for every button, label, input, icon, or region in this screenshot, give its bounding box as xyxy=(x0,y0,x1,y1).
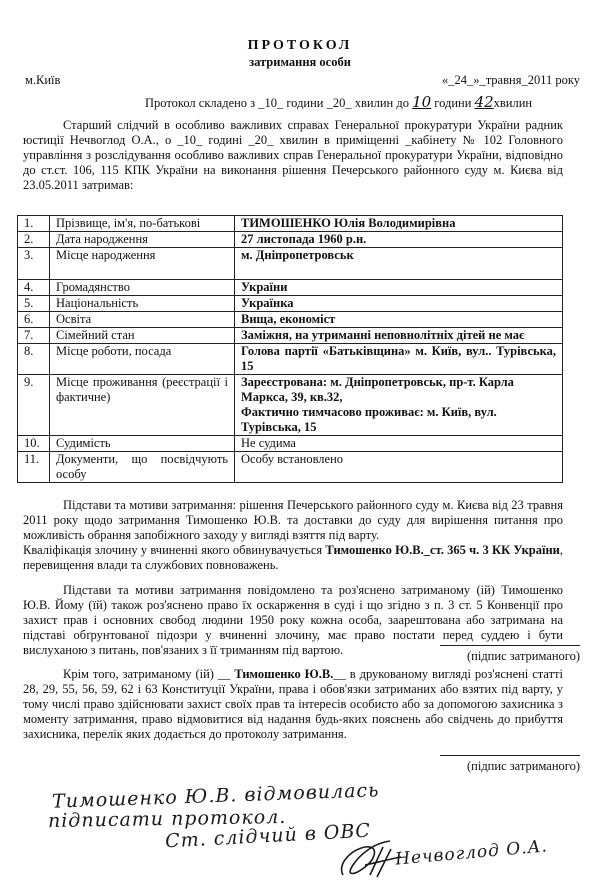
grounds-paragraph: Підстави та мотиви затримання: рішення Печерського районного суду м. Києва від 23 травня 2011 року щодо затримання Тимошенко Ю.В. та доставки до суду для вирішення питання про можливість обрання запобіжного заходу у вигляді взяття під варту. Кваліфікація злочину у вчиненні якого обвинувачується Тимошенко Ю.В._ст. 365 ч. 3 КК України, перевищення влади та службових повноважень. xyxy=(23,498,563,572)
table-row: 8. Місце роботи, посада Голова партії «Батьківщина» м. Київ, вул.. Турівська, 15 xyxy=(18,344,563,375)
handwritten-minute: 42 xyxy=(474,93,494,111)
table-row: 9. Місце проживання (реєстрації і фактичне) Зареєстрована: м. Дніпропетровськ, пр-т. Карла Маркса, 39, кв.32, Фактично тимчасово проживає: м. Київ, вул. Турівська, 15 xyxy=(18,375,563,436)
signature-line-1 xyxy=(440,645,580,646)
compiled-middle: години xyxy=(431,96,475,110)
table-row: 11. Документи, що посвідчують особу Особу встановлено xyxy=(18,452,563,483)
qualification-suffix: , перевищення влади та службових повноважень. xyxy=(23,543,563,572)
table-row: 4. Громадянство України xyxy=(18,280,563,296)
table-row: 7. Сімейний стан Заміжня, на утриманні неповнолітніх дітей не має xyxy=(18,328,563,344)
handwritten-investigator-name: Нечвоглод О.А. xyxy=(394,836,549,870)
table-row: 10. Судимість Не судима xyxy=(18,436,563,452)
compiled-suffix: хвилин xyxy=(493,96,533,110)
document-subtitle: затримання особи xyxy=(249,55,351,69)
intro-paragraph: Старший слідчий в особливо важливих справах Генеральної прокуратури України радник юстиції Нечвоглод О.А., о _10_ годині _20_ хвилин в приміщенні _кабінету № 102 Головного управління з розслідування особливо важливих справ Генеральної прокуратури України, відповідно до ст.ст. 106, 115 КПК України на виконання рішення Печерського районного суду м. Києва від 23.05.2011 затримав: xyxy=(23,118,563,192)
city: м.Київ xyxy=(25,73,61,87)
table-row: 2. Дата народження 27 листопада 1960 р.н. xyxy=(18,232,563,248)
document-date: «_24_»_травня_2011 року xyxy=(441,73,580,87)
compiled-time-line xyxy=(145,93,532,111)
detainee-name: Тимошенко Ю.В. xyxy=(234,667,334,681)
qualification-prefix: Кваліфікація злочину у вчиненні якого обвинувачується xyxy=(23,543,326,557)
table-row: 6. Освіта Вища, економіст xyxy=(18,312,563,328)
explained-paragraph: Підстави та мотиви затримання повідомлено та роз'яснено затриманому (ій) Тимошенко Ю.В. Йому (їй) також роз'яснено право їх оскарження в суді і що згідно з п. 3 ст. 5 Конвенції про захист прав і основних свобод людини 1950 року кожна особа, заарештована або затримана на підставі обґрунтованої підозри у вчиненні злочину, має право постати перед суддею і бути вислуханою з питань, пов'язаних з її триманням під вартою. xyxy=(23,583,563,657)
qualification-article: Тимошенко Ю.В._ст. 365 ч. 3 КК України xyxy=(325,543,560,557)
registered-address: Зареєстрована: м. Дніпропетровськ, пр-т. Карла Маркса, 39, кв.32, xyxy=(241,375,514,404)
document-title: ПРОТОКОЛ xyxy=(247,38,353,53)
handwritten-refusal-line-1: Тимошенко Ю.В. відмовилась xyxy=(51,779,380,813)
signature-scribble-icon xyxy=(335,835,405,885)
handwritten-hour: 10 xyxy=(412,93,432,111)
signature-label-1: (підпис затриманого) xyxy=(467,649,580,663)
compiled-prefix: Протокол складено з _10_ години _20_ хвилин до xyxy=(145,96,413,110)
rights-paragraph: Крім того, затриманому (ій) __ Тимошенко Ю.В.__ в друкованому вигляді роз'яснені статті 28, 29, 55, 56, 59, 62 і 63 Конституції України, права і обов'язки затриманих або взятих під варту, у тому числі право здійснювати захист своїх прав та інтересів особисто або за допомогою захисника з моменту затримання, право відмовитися від надання будь-яких пояснень або свідчень до прибуття захисника, перелік яких додається до протоколу затримання. xyxy=(23,667,563,741)
detainee-info-table xyxy=(17,215,563,483)
handwritten-refusal-line-2: підписати протокол. xyxy=(47,805,287,833)
actual-address: Фактично тимчасово проживає: м. Київ, вул. Турівська, 15 xyxy=(241,405,497,434)
table-row: 3. Місце народження м. Дніпропетровськ xyxy=(18,248,563,280)
table-row: 5. Національність Українка xyxy=(18,296,563,312)
signature-line-2 xyxy=(440,755,580,756)
signature-label-2: (підпис затриманого) xyxy=(467,759,580,773)
handwritten-investigator-title: Ст. слідчий в ОВС xyxy=(164,819,372,853)
table-row: 1. Прізвище, ім'я, по-батькові ТИМОШЕНКО Юлія Володимирівна xyxy=(18,216,563,232)
